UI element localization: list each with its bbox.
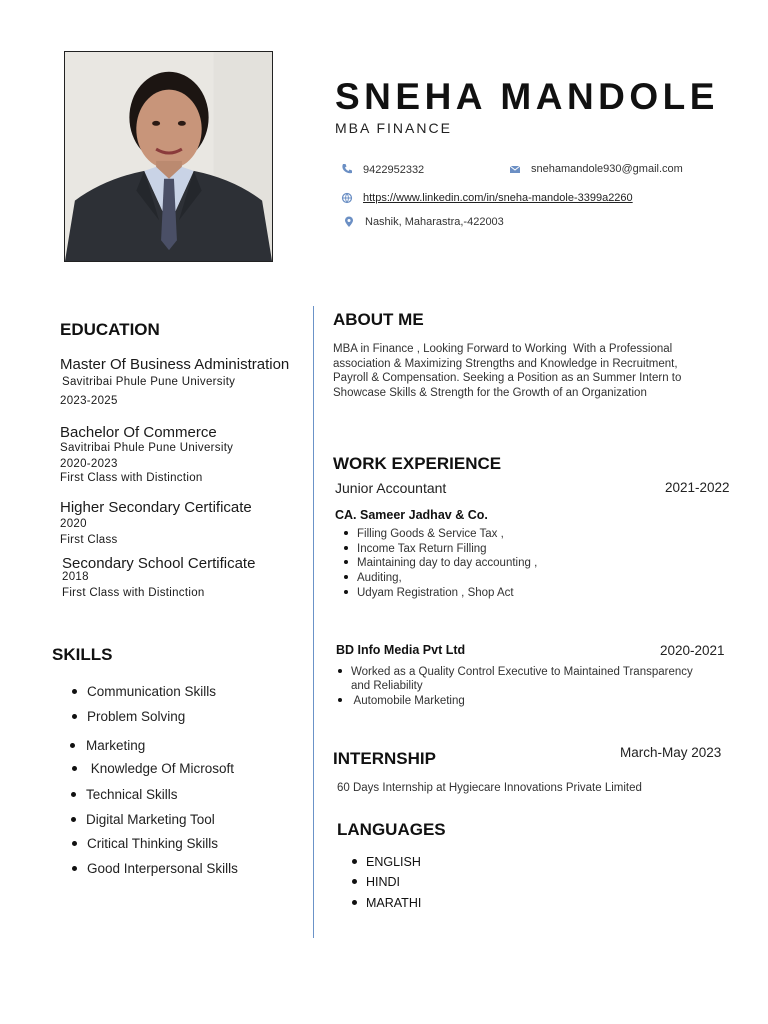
job-task-continued: and Reliability	[351, 680, 423, 692]
language-label: MARATHI	[366, 896, 422, 910]
globe-icon	[341, 192, 353, 204]
bullet-icon	[72, 766, 77, 771]
linkedin-row	[341, 192, 633, 204]
about-line: MBA in Finance , Looking Forward to Working With a Professional	[333, 343, 673, 355]
education-degree: Secondary School Certificate	[62, 555, 256, 572]
skill-label: Knowledge Of Microsoft	[87, 761, 235, 776]
job-company: BD Info Media Pvt Ltd	[336, 643, 466, 657]
education-years: 2018	[62, 571, 89, 583]
education-school: Savitribai Phule Pune University	[62, 376, 236, 388]
skill-label: Digital Marketing Tool	[86, 812, 215, 827]
job-task	[338, 695, 465, 707]
location-pin-icon	[343, 216, 355, 228]
bullet-icon	[338, 669, 342, 673]
bullet-icon	[344, 546, 348, 550]
bullet-icon	[352, 859, 357, 864]
internship-heading: INTERNSHIP	[333, 749, 436, 768]
skill-label: Technical Skills	[86, 787, 178, 802]
job-dates: 2020-2021	[660, 643, 725, 658]
bullet-icon	[71, 792, 76, 797]
language-label: ENGLISH	[366, 855, 421, 869]
skills-heading: SKILLS	[52, 645, 113, 664]
bullet-icon	[344, 531, 348, 535]
education-years: 2020-2023	[60, 458, 118, 470]
linkedin-link[interactable]: https://www.linkedin.com/in/sneha-mandole-3399a2260	[363, 192, 633, 204]
job-company: CA. Sameer Jadhav & Co.	[335, 508, 488, 522]
job-dates: 2021-2022	[665, 480, 730, 495]
bullet-icon	[352, 900, 357, 905]
phone-text: 9422952332	[363, 164, 425, 176]
bullet-icon	[72, 841, 77, 846]
job-task	[344, 587, 514, 599]
job-task	[338, 666, 693, 678]
skill-item	[71, 812, 215, 827]
skill-item	[72, 709, 185, 724]
bullet-icon	[72, 714, 77, 719]
work-heading: WORK EXPERIENCE	[333, 454, 502, 473]
bullet-icon	[344, 575, 348, 579]
bullet-icon	[344, 590, 348, 594]
mail-icon	[509, 163, 521, 175]
task-text: Automobile Marketing	[351, 695, 465, 707]
bullet-icon	[71, 817, 76, 822]
job-task	[344, 528, 504, 540]
skill-label: Marketing	[86, 738, 146, 753]
phone-row	[341, 163, 424, 176]
about-line: Showcase Skills & Strength for the Growth of an Organization	[333, 386, 647, 399]
email-link[interactable]: snehamandole930@gmail.com	[531, 163, 683, 175]
job-task	[344, 572, 402, 584]
task-text: Auditing,	[357, 572, 402, 584]
job-task	[344, 557, 537, 569]
column-divider	[313, 306, 314, 938]
skill-item	[71, 787, 178, 802]
task-text: Maintaining day to day accounting ,	[357, 557, 538, 569]
about-line: Payroll & Compensation. Seeking a Position as an Summer Intern to	[333, 372, 682, 385]
education-result: First Class	[60, 534, 118, 546]
bullet-icon	[344, 560, 348, 564]
education-school: Savitribai Phule Pune University	[60, 442, 234, 454]
languages-heading: LANGUAGES	[337, 820, 446, 839]
internship-text: 60 Days Internship at Hygiecare Innovations Private Limited	[337, 782, 642, 794]
job-role: Junior Accountant	[335, 480, 447, 496]
profile-photo	[64, 51, 273, 262]
location-row	[343, 216, 504, 228]
phone-icon	[341, 163, 353, 175]
skill-label: Problem Solving	[87, 709, 186, 724]
bullet-icon	[72, 866, 77, 871]
email-row	[509, 163, 683, 175]
candidate-title: MBA FINANCE	[335, 120, 452, 136]
education-result: First Class with Distinction	[60, 472, 203, 484]
skill-item	[70, 738, 145, 753]
education-result: First Class with Distinction	[62, 587, 205, 599]
bullet-icon	[70, 743, 75, 748]
bullet-icon	[338, 698, 342, 702]
task-text: Income Tax Return Filling	[357, 543, 487, 555]
skill-item	[72, 761, 234, 776]
job-task	[344, 543, 487, 555]
task-text: Filling Goods & Service Tax ,	[357, 528, 504, 540]
candidate-name: SNEHA MANDOLE	[335, 76, 719, 117]
task-text: Worked as a Quality Control Executive to Maintained Transparency	[351, 666, 693, 678]
skill-item	[72, 684, 216, 699]
about-heading: ABOUT ME	[333, 310, 424, 329]
bullet-icon	[72, 689, 77, 694]
education-years: 2023-2025	[60, 395, 118, 407]
about-line: association & Maximizing Strengths and Knowledge in Recruitment,	[333, 357, 678, 370]
education-degree: Higher Secondary Certificate	[60, 499, 252, 516]
language-item	[352, 875, 400, 889]
language-label: HINDI	[366, 875, 401, 889]
education-degree: Bachelor Of Commerce	[60, 424, 217, 441]
skill-label: Critical Thinking Skills	[87, 836, 219, 851]
education-years: 2020	[60, 518, 87, 530]
task-text: Udyam Registration , Shop Act	[357, 587, 514, 599]
location-text: Nashik, Maharastra,-422003	[365, 216, 504, 228]
internship-dates: March-May 2023	[620, 745, 722, 760]
skill-label: Good Interpersonal Skills	[87, 861, 238, 876]
bullet-icon	[352, 879, 357, 884]
education-degree: Master Of Business Administration	[60, 356, 290, 373]
language-item	[352, 855, 421, 869]
education-heading: EDUCATION	[60, 320, 160, 339]
skill-item	[72, 836, 218, 851]
language-item	[352, 896, 421, 910]
skill-label: Communication Skills	[87, 684, 217, 699]
about-text	[333, 342, 723, 400]
skill-item	[72, 861, 238, 876]
